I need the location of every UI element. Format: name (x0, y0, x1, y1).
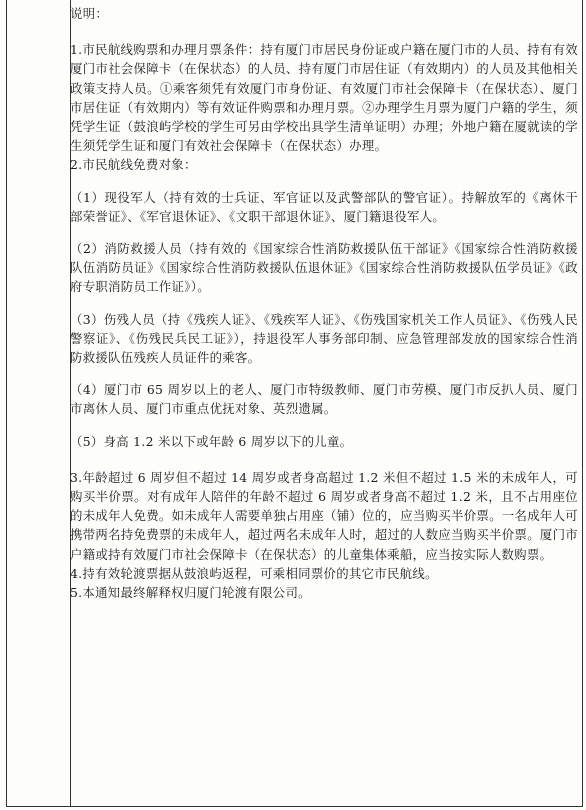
left-column-cell (7, 0, 71, 806)
free-item-2: （2）消防救援人员（持有效的《国家综合性消防救援队伍干部证》《国家综合性消防救援队伍消防员证》《国家综合性消防救援队伍退休证》《国家综合性消防救援队伍学员证》《政府专职消防员工作证》）。 (70, 241, 578, 295)
paragraph-3: 3.年龄超过 6 周岁但不超过 14 周岁或者身高超过 1.2 米但不超过 1.5 米的未成年人，可购买半价票。对有成年人陪伴的年龄不超过 6 周岁或者身高不超过 1.2 米，且不占用座位的未成年人免费。如未成年人需要单独占用座（铺）位的，应当购买半价票。一名成年人可携带两名持免费票的未成年人，超过两名未成年人时，超过的人数应当购买半价票。厦门市户籍或持有效厦门市社会保障卡（在保状态）的儿童集体乘船，应当按实际人数购票。 (70, 469, 578, 562)
paragraph-5: 5.本通知最终解释权归厦门轮渡有限公司。 (70, 585, 311, 601)
paragraph-2: 2.市民航线免费对象： (70, 157, 197, 173)
free-item-4: （4）厦门市 65 周岁以上的老人、厦门市特级教师、厦门市劳模、厦门市反扒人员、厦门市离休人员、厦门市重点优抚对象、英烈遗属。 (70, 382, 578, 417)
paragraph-1: 1.市民航线购票和办理月票条件：持有厦门市居民身份证或户籍在厦门市的人员、持有有效厦门市社会保障卡（在保状态）的人员、持有厦门市居住证（有效期内）的人员及其他相关政策支持人员。①乘客须凭有效厦门市身份证、有效厦门市社会保障卡（在保状态）、厦门市居住证（有效期内）等有效证件购票和办理月票。②办理学生月票为厦门户籍的学生，须凭学生证（鼓浪屿学校的学生可另由学校出具学生清单证明）办理；外地户籍在厦就读的学生须凭学生证和厦门有效社会保障卡（在保状态）办理。 (70, 42, 578, 154)
notes-cell (70, 4, 578, 602)
free-item-5: （5）身高 1.2 米以下或年龄 6 周岁以下的儿童。 (70, 433, 353, 449)
free-item-1: （1）现役军人（持有效的士兵证、军官证以及武警部队的警官证）。持解放军的《离休干部荣誉证》、《军官退休证》、《文职干部退休证》、厦门籍退役军人。 (70, 189, 578, 224)
notes-heading: 说明： (70, 6, 109, 21)
paragraph-4: 4.持有效轮渡票据从鼓浪屿返程，可乘相同票价的其它市民航线。 (70, 565, 438, 581)
free-item-3: （3）伤残人员（持《残疾人证》、《残疾军人证》、《伤残国家机关工作人员证》、《伤残人民警察证》、《伤残民兵民工证》），持退役军人事务部印制、应急管理部发放的国家综合性消防救援队伍残疾人员证件的乘客。 (70, 311, 578, 366)
